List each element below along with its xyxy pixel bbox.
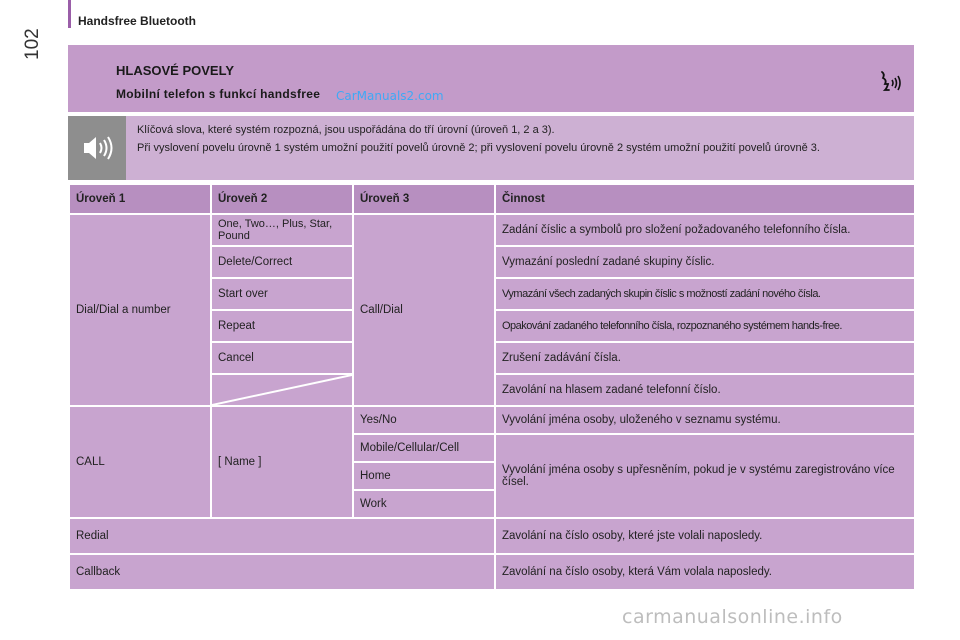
diagonal-line [212, 375, 352, 405]
call-level-1: CALL [69, 406, 211, 518]
level-2-cell: One, Two…, Plus, Star, Pound [211, 214, 353, 246]
section-accent-bar [68, 0, 71, 28]
table-row [69, 406, 915, 434]
header-box [68, 45, 914, 112]
table-row [69, 554, 915, 590]
action-cell: Vymazání všech zadaných skupin číslic s možností zadání nového čísla. [495, 278, 915, 310]
action-cell: Zavolání na číslo osoby, které jste volali naposledy. [495, 518, 915, 554]
intro-text [137, 123, 907, 159]
action-cell: Vyvolání jména osoby, uloženého v seznamu systému. [495, 406, 915, 434]
redial-label: Redial [69, 518, 495, 554]
intro-paragraph-2: Při vyslovení povelu úrovně 1 systém umožní použití povelů úrovně 2; při vyslovení povelu úrovně 2 systém umožní použití povelů úrovně 3. [137, 142, 820, 154]
voice-command-icon [876, 69, 902, 95]
level-3-cell: Work [353, 490, 495, 518]
action-cell: Zavolání na hlasem zadané telefonní číslo. [495, 374, 915, 406]
page-title: HLASOVÉ POVELY [116, 63, 234, 78]
table-row [69, 214, 915, 246]
action-cell: Zrušení zadávání čísla. [495, 342, 915, 374]
level-2-cell: Start over [211, 278, 353, 310]
header-level-3: Úroveň 3 [353, 184, 495, 214]
level-3-cell: Home [353, 462, 495, 490]
action-cell: Zadání číslic a symbolů pro složení požadovaného telefonního čísla. [495, 214, 915, 246]
table-row [69, 518, 915, 554]
page-number: 102 [22, 28, 43, 60]
empty-diagonal-cell [211, 374, 353, 406]
call-level-2: [ Name ] [211, 406, 353, 518]
level-3-cell: Mobile/Cellular/Cell [353, 434, 495, 462]
watermark-top: CarManuals2.com [336, 89, 444, 103]
action-cell: Opakování zadaného telefonního čísla, rozpoznaného systémem hands-free. [495, 310, 915, 342]
intro-box [68, 116, 914, 180]
callback-label: Callback [69, 554, 495, 590]
dial-level-3: Call/Dial [353, 214, 495, 406]
section-title: Handsfree Bluetooth [78, 14, 197, 28]
action-cell: Vyvolání jména osoby s upřesněním, pokud je v systému zaregistrováno více čísel. [495, 434, 915, 518]
level-3-cell: Yes/No [353, 406, 495, 434]
header-level-2: Úroveň 2 [211, 184, 353, 214]
page-subtitle: Mobilní telefon s funkcí handsfree [116, 87, 321, 101]
dial-level-1: Dial/Dial a number [69, 214, 211, 406]
speaker-icon-box [68, 116, 126, 180]
action-cell: Zavolání na číslo osoby, která Vám volala naposledy. [495, 554, 915, 590]
intro-paragraph-1: Klíčová slova, které systém rozpozná, jsou uspořádána do tří úrovní (úroveň 1, 2 a 3). [137, 124, 555, 136]
watermark-bottom: carmanualsonline.info [622, 606, 843, 628]
level-2-cell: Delete/Correct [211, 246, 353, 278]
level-2-cell: Cancel [211, 342, 353, 374]
level-2-cell: Repeat [211, 310, 353, 342]
voice-commands-table [68, 183, 914, 591]
header-action: Činnost [495, 184, 915, 214]
table-header-row [69, 184, 915, 214]
header-level-1: Úroveň 1 [69, 184, 211, 214]
action-cell: Vymazání poslední zadané skupiny číslic. [495, 246, 915, 278]
speaker-sound-icon [68, 116, 126, 180]
